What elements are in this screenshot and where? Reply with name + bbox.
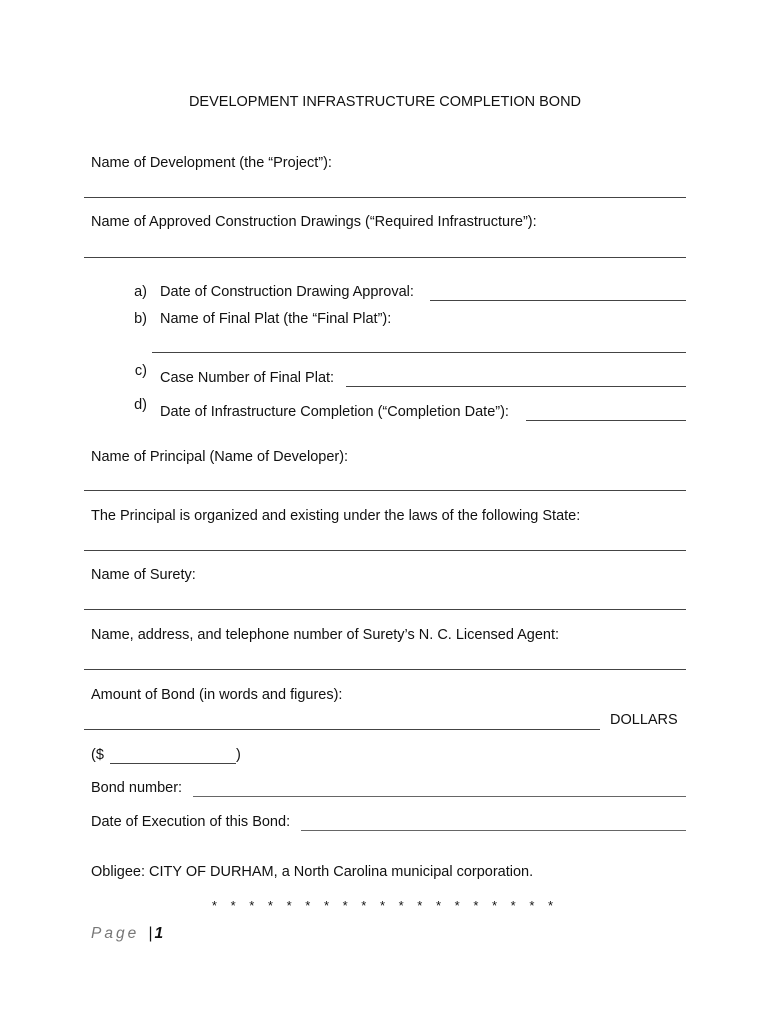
principal-name-label: Name of Principal (Name of Developer): — [91, 449, 349, 465]
page-word: Page — [91, 925, 140, 942]
final-plat-name-line[interactable] — [152, 352, 686, 353]
bond-amount-label: Amount of Bond (in words and figures): — [91, 687, 343, 703]
development-name-label: Name of Development (the “Project”): — [91, 155, 332, 171]
item-b-marker: b) — [134, 311, 147, 327]
surety-name-line[interactable] — [84, 609, 686, 610]
dollar-close: ) — [236, 747, 241, 763]
surety-name-label: Name of Surety: — [91, 567, 196, 583]
completion-date-line[interactable] — [526, 420, 686, 421]
page-separator-bar: | — [148, 925, 153, 942]
dollar-open: ($ — [91, 747, 104, 763]
page-footer — [91, 925, 163, 943]
bond-amount-words-line[interactable] — [84, 729, 600, 730]
drawing-approval-date-line[interactable] — [430, 300, 686, 301]
item-d-marker: d) — [134, 397, 147, 413]
surety-agent-line[interactable] — [84, 669, 686, 670]
obligee-text: Obligee: CITY OF DURHAM, a North Carolina municipal corporation. — [91, 864, 534, 880]
dollars-label: DOLLARS — [610, 712, 678, 728]
item-c-marker: c) — [134, 363, 147, 379]
page-number: 1 — [154, 925, 164, 942]
construction-drawings-label: Name of Approved Construction Drawings (“Required Infrastructure”): — [91, 214, 537, 230]
execution-date-label: Date of Execution of this Bond: — [91, 814, 291, 830]
bond-number-label: Bond number: — [91, 780, 183, 796]
document-title: DEVELOPMENT INFRASTRUCTURE COMPLETION BOND — [188, 94, 582, 110]
principal-name-line[interactable] — [84, 490, 686, 491]
item-a-marker: a) — [134, 284, 147, 300]
separator-stars: * * * * * * * * * * * * * * * * * * * — [211, 898, 559, 913]
final-plat-name-label: Name of Final Plat (the “Final Plat”): — [160, 311, 392, 327]
final-plat-case-number-line[interactable] — [346, 386, 686, 387]
bond-number-line[interactable] — [193, 796, 686, 797]
execution-date-line[interactable] — [301, 830, 686, 831]
construction-drawings-line[interactable] — [84, 257, 686, 258]
final-plat-case-number-label: Case Number of Final Plat: — [160, 370, 335, 386]
principal-state-label: The Principal is organized and existing under the laws of the following State: — [91, 508, 581, 524]
completion-date-label: Date of Infrastructure Completion (“Completion Date”): — [160, 404, 509, 420]
bond-amount-figures-line[interactable] — [110, 763, 236, 764]
drawing-approval-date-label: Date of Construction Drawing Approval: — [160, 284, 414, 300]
surety-agent-label: Name, address, and telephone number of Surety’s N. C. Licensed Agent: — [91, 627, 560, 643]
development-name-line[interactable] — [84, 197, 686, 198]
principal-state-line[interactable] — [84, 550, 686, 551]
